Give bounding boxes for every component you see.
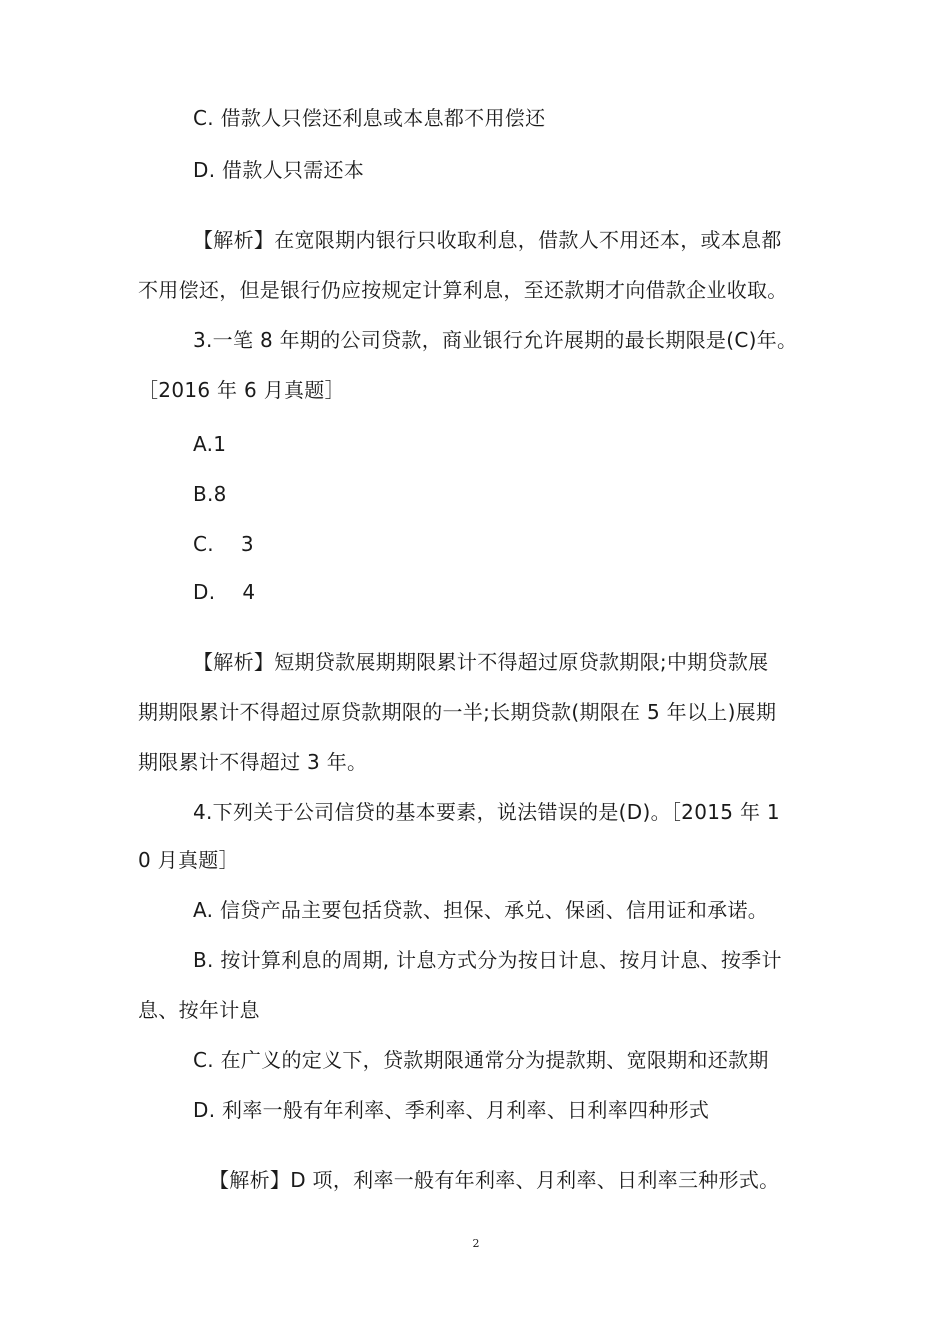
q4-option-b-line-2: 息、按年计息	[138, 998, 260, 1022]
q3-option-a: A.1	[193, 432, 227, 456]
q4-option-a: A. 信贷产品主要包括贷款、担保、承兑、保函、信用证和承诺。	[193, 898, 769, 922]
option-d-text: D. 借款人只需还本	[193, 158, 365, 182]
option-c-text: C. 借款人只偿还利息或本息都不用偿还	[193, 106, 546, 130]
q3-option-b: B.8	[193, 482, 227, 506]
page-number: 2	[472, 1237, 480, 1250]
analysis-3-line-1: 【解析】短期贷款展期期限累计不得超过原贷款期限;中期贷款展	[193, 650, 769, 674]
analysis-4-line-1: 【解析】D 项，利率一般有年利率、月利率、日利率三种形式。	[209, 1168, 780, 1192]
analysis-1-line-1: 【解析】在宽限期内银行只收取利息，借款人不用还本，或本息都	[193, 228, 782, 252]
q3-option-c: C. 3	[193, 532, 254, 556]
q4-option-c: C. 在广义的定义下，贷款期限通常分为提款期、宽限期和还款期	[193, 1048, 769, 1072]
q3-option-d: D. 4	[193, 580, 256, 604]
question-3-line-1: 3.一笔 8 年期的公司贷款，商业银行允许展期的最长期限是(C)年。	[193, 328, 798, 352]
question-4-line-2: 0 月真题］	[138, 848, 239, 872]
analysis-3-line-3: 期限累计不得超过 3 年。	[138, 750, 368, 774]
question-4-line-1: 4.下列关于公司信贷的基本要素，说法错误的是(D)。［2015 年 1	[193, 800, 780, 824]
question-3-line-2: ［2016 年 6 月真题］	[138, 378, 345, 402]
analysis-1-line-2: 不用偿还，但是银行仍应按规定计算利息，至还款期才向借款企业收取。	[138, 278, 788, 302]
q4-option-d: D. 利率一般有年利率、季利率、月利率、日利率四种形式	[193, 1098, 710, 1122]
analysis-3-line-2: 期期限累计不得超过原贷款期限的一半;长期贷款(期限在 5 年以上)展期	[138, 700, 777, 724]
q4-option-b-line-1: B. 按计算利息的周期, 计息方式分为按日计息、按月计息、按季计	[193, 948, 782, 972]
